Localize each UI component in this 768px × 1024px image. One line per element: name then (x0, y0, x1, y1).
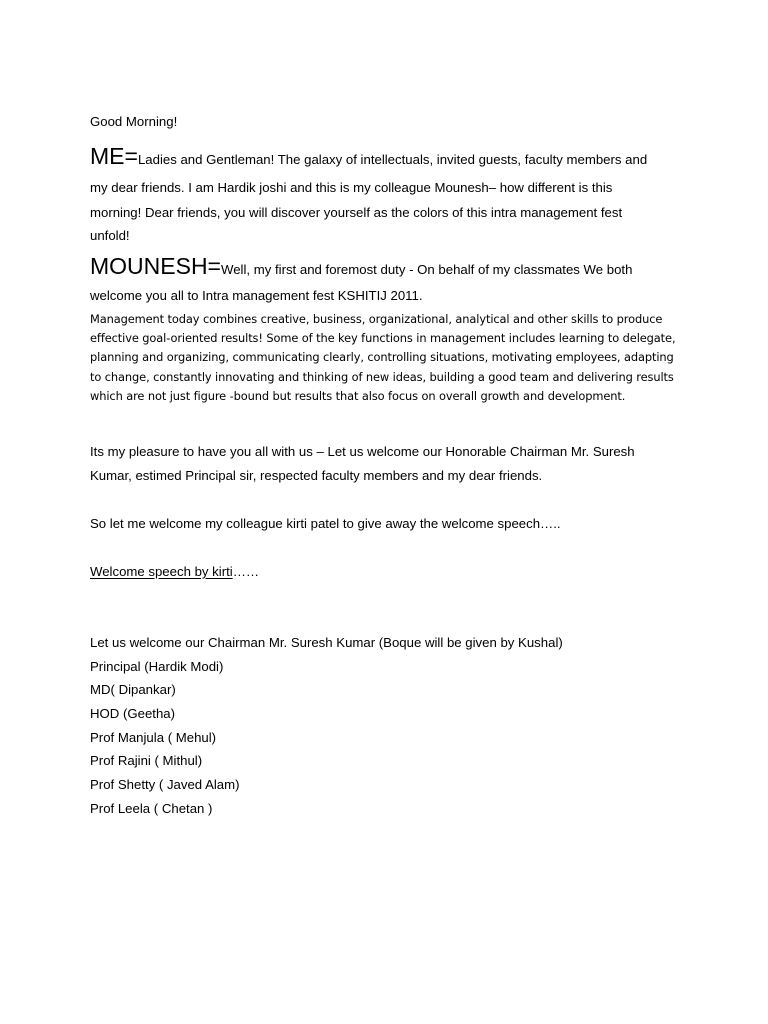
intro-line-4: unfold! (90, 228, 130, 243)
pleasure-line-1: Its my pleasure to have you all with us – Let us welcome our Honorable Chairman Mr. Suresh (90, 444, 635, 459)
speaker-mounesh-label: MOUNESH= (90, 253, 221, 279)
management-line-2: effective goal-oriented results! Some of the key functions in management includes learning to delegate, (90, 331, 676, 345)
guest-line-chairman: Let us welcome our Chairman Mr. Suresh Kumar (Boque will be given by Kushal) (90, 635, 563, 650)
guest-line-manjula: Prof Manjula ( Mehul) (90, 730, 217, 745)
management-line-4: to change, constantly innovating and thinking of new ideas, building a good team and delivering results (90, 370, 674, 384)
management-line-3: planning and organizing, communicating clearly, controlling situations, motivating employees, adapting (90, 350, 674, 364)
guest-line-rajini: Prof Rajini ( Mithul) (90, 753, 203, 768)
invite-line: So let me welcome my colleague kirti patel to give away the welcome speech….. (90, 516, 561, 531)
speaker-me-label: ME= (90, 143, 138, 169)
intro-text-1: Ladies and Gentleman! The galaxy of intellectuals, invited guests, faculty members and (137, 152, 648, 167)
speech-ellipsis: …… (232, 564, 260, 579)
guest-line-principal: Principal (Hardik Modi) (90, 659, 224, 674)
guest-line-leela: Prof Leela ( Chetan ) (90, 801, 213, 816)
management-line-5: which are not just figure -bound but results that also focus on overall growth and development. (90, 389, 626, 403)
reply-line-1 (90, 254, 632, 278)
guest-line-hod: HOD (Geetha) (90, 706, 176, 721)
intro-line-3: morning! Dear friends, you will discover yourself as the colors of this intra management fest (90, 205, 623, 220)
intro-line-1 (90, 144, 647, 168)
guest-line-md: MD( Dipankar) (90, 682, 176, 697)
greeting-line: Good Morning! (90, 114, 178, 129)
speech-line (90, 564, 259, 580)
intro-line-2: my dear friends. I am Hardik joshi and this is my colleague Mounesh– how different is this (90, 180, 613, 195)
speech-heading: Welcome speech by kirti (90, 564, 233, 579)
guest-line-shetty: Prof Shetty ( Javed Alam) (90, 777, 240, 792)
management-line-1: Management today combines creative, business, organizational, analytical and other skills to produce (90, 312, 663, 326)
reply-text-1: Well, my first and foremost duty - On behalf of my classmates We both (221, 262, 633, 277)
reply-line-2: welcome you all to Intra management fest KSHITIJ 2011. (90, 288, 423, 303)
pleasure-line-2: Kumar, estimed Principal sir, respected faculty members and my dear friends. (90, 468, 543, 483)
